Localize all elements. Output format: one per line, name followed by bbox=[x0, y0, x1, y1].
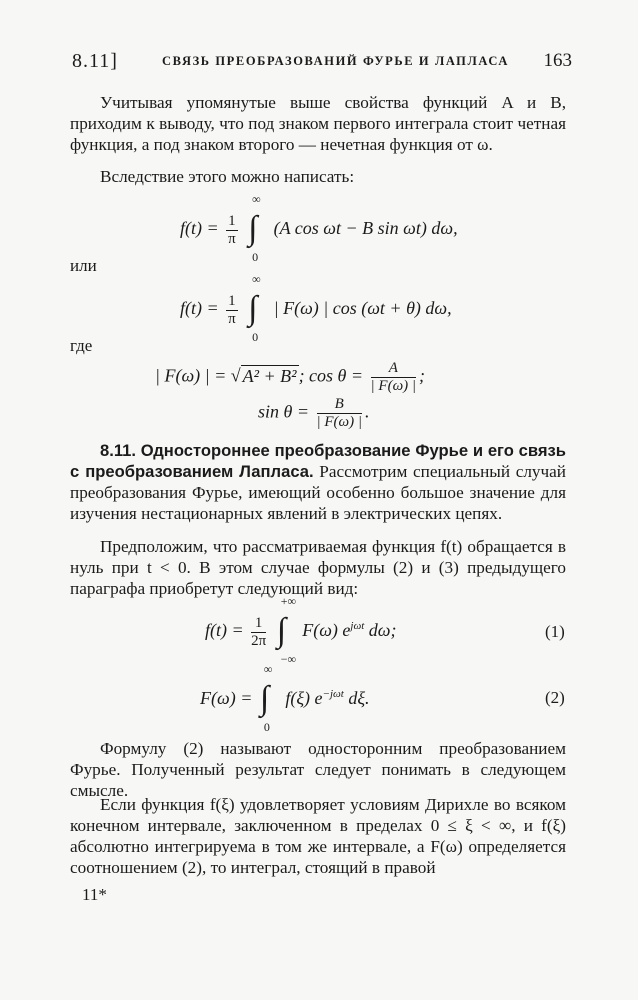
eq4-frac-den: | F(ω) | bbox=[316, 414, 362, 430]
eq1-frac-den: π bbox=[228, 230, 236, 247]
eq5-number: (1) bbox=[545, 622, 565, 641]
eq3-radicand: A² + B² bbox=[242, 365, 297, 386]
eq1-lhs: f(t) = bbox=[180, 218, 219, 239]
eq6-rhs2: dξ. bbox=[343, 688, 370, 709]
eq5-lhs: f(t) = bbox=[205, 620, 244, 641]
paragraph-4: Формулу (2) называют односторонним преобразованием Фурье. Полученный результат следует понимать в следующем смысле. bbox=[70, 739, 566, 800]
eq2-frac-den: π bbox=[228, 310, 236, 327]
integral-sign: ∫ bbox=[276, 612, 287, 649]
integral-sign: ∫ bbox=[248, 290, 258, 327]
eq3-fraction bbox=[371, 360, 417, 395]
eq1-lower-limit: 0 bbox=[252, 250, 259, 264]
eq4-tail: . bbox=[365, 401, 370, 422]
eq5-integral bbox=[276, 594, 297, 666]
eq4-frac-num: B bbox=[317, 396, 363, 414]
section-8-11 bbox=[70, 440, 566, 524]
eq1-integral bbox=[248, 192, 266, 264]
eq6-lower-limit: 0 bbox=[263, 720, 270, 734]
word-gde: где bbox=[70, 336, 93, 355]
paragraph-2: Вследствие этого можно написать: bbox=[100, 167, 355, 186]
section-heading: 8.11. Одностороннее преобразование Фурье и его связь с преобразованием Лапласа. bbox=[70, 441, 566, 481]
equation-4 bbox=[258, 396, 370, 431]
section-text: Рассмотрим специальный случай преобразования Фурье, имеющий особенно большое значение для изучения нестационарных явлений в электрических цепях. bbox=[70, 462, 566, 523]
eq4-lhs: sin θ = bbox=[258, 401, 309, 422]
eq1-rhs: (A cos ωt − B sin ωt) dω, bbox=[273, 218, 458, 239]
eq1-frac-num: 1 bbox=[228, 212, 236, 229]
equation-6 bbox=[200, 662, 370, 734]
eq1-fraction bbox=[226, 213, 238, 248]
eq5-fraction bbox=[251, 615, 266, 650]
eq6-integral bbox=[259, 662, 278, 734]
paragraph-3: Предположим, что рассматриваемая функция f(t) обращается в нуль при t < 0. В этом случае формулы (2) и (3) предыдущего параграфа приобретут следующий вид: bbox=[70, 537, 566, 598]
equation-2 bbox=[180, 272, 452, 344]
eq5-frac-den: 2π bbox=[251, 632, 267, 649]
eq3-frac-num: A bbox=[371, 360, 417, 378]
equation-5 bbox=[205, 594, 397, 666]
paragraph-1: Учитывая упомянутые выше свойства функций A и B, приходим к выводу, что под знаком первого интеграла стоит четная функция, а под знаком второго — нечетная функция от ω. bbox=[70, 93, 566, 154]
section-ref: 8.11] bbox=[72, 50, 118, 72]
eq5-rhs: F(ω) e bbox=[302, 620, 351, 641]
running-title: СВЯЗЬ ПРЕОБРАЗОВАНИЙ ФУРЬЕ И ЛАПЛАСА bbox=[162, 54, 510, 68]
eq6-lhs: F(ω) = bbox=[200, 688, 253, 709]
eq2-frac-num: 1 bbox=[228, 292, 236, 309]
eq3-tail: ; bbox=[419, 365, 426, 386]
eq5-rhs2: dω; bbox=[364, 620, 397, 641]
integral-sign: ∫ bbox=[248, 210, 258, 247]
eq3-part1: | F(ω) | = √ bbox=[155, 365, 241, 386]
eq3-frac-den: | F(ω) | bbox=[370, 378, 417, 394]
eq5-exponent: jωt bbox=[350, 620, 365, 633]
equation-3 bbox=[155, 360, 425, 395]
page-number: 163 bbox=[543, 50, 572, 71]
eq2-fraction bbox=[226, 293, 238, 328]
eq6-upper-limit: ∞ bbox=[263, 662, 273, 676]
eq6-rhs: f(ξ) e bbox=[285, 688, 323, 709]
eq5-frac-num: 1 bbox=[251, 615, 266, 633]
eq1-upper-limit: ∞ bbox=[252, 192, 261, 206]
integral-sign: ∫ bbox=[259, 680, 270, 717]
eq2-lhs: f(t) = bbox=[180, 298, 219, 319]
eq5-upper-limit: +∞ bbox=[280, 594, 297, 608]
running-header bbox=[72, 50, 572, 76]
eq6-number: (2) bbox=[545, 688, 565, 707]
eq6-exponent: −jωt bbox=[322, 688, 344, 701]
eq3-part2: ; cos θ = bbox=[298, 365, 364, 386]
eq5-lower-limit: −∞ bbox=[280, 652, 297, 666]
equation-1 bbox=[180, 192, 458, 264]
word-ili: или bbox=[70, 256, 97, 275]
eq2-lower-limit: 0 bbox=[252, 330, 259, 344]
paragraph-5: Если функция f(ξ) удовлетворяет условиям Дирихле во всяком конечном интервале, заключенном в пределах 0 ≤ ξ < ∞, и f(ξ) абсолютно интегрируема в том же интервале, а F(ω) определяется соотношением (2), то интеграл, стоящий в правой bbox=[70, 795, 566, 877]
signature-mark: 11* bbox=[82, 885, 107, 904]
eq2-integral bbox=[248, 272, 266, 344]
eq4-fraction bbox=[317, 396, 363, 431]
eq2-upper-limit: ∞ bbox=[252, 272, 261, 286]
eq2-rhs: | F(ω) | cos (ωt + θ) dω, bbox=[273, 298, 452, 319]
